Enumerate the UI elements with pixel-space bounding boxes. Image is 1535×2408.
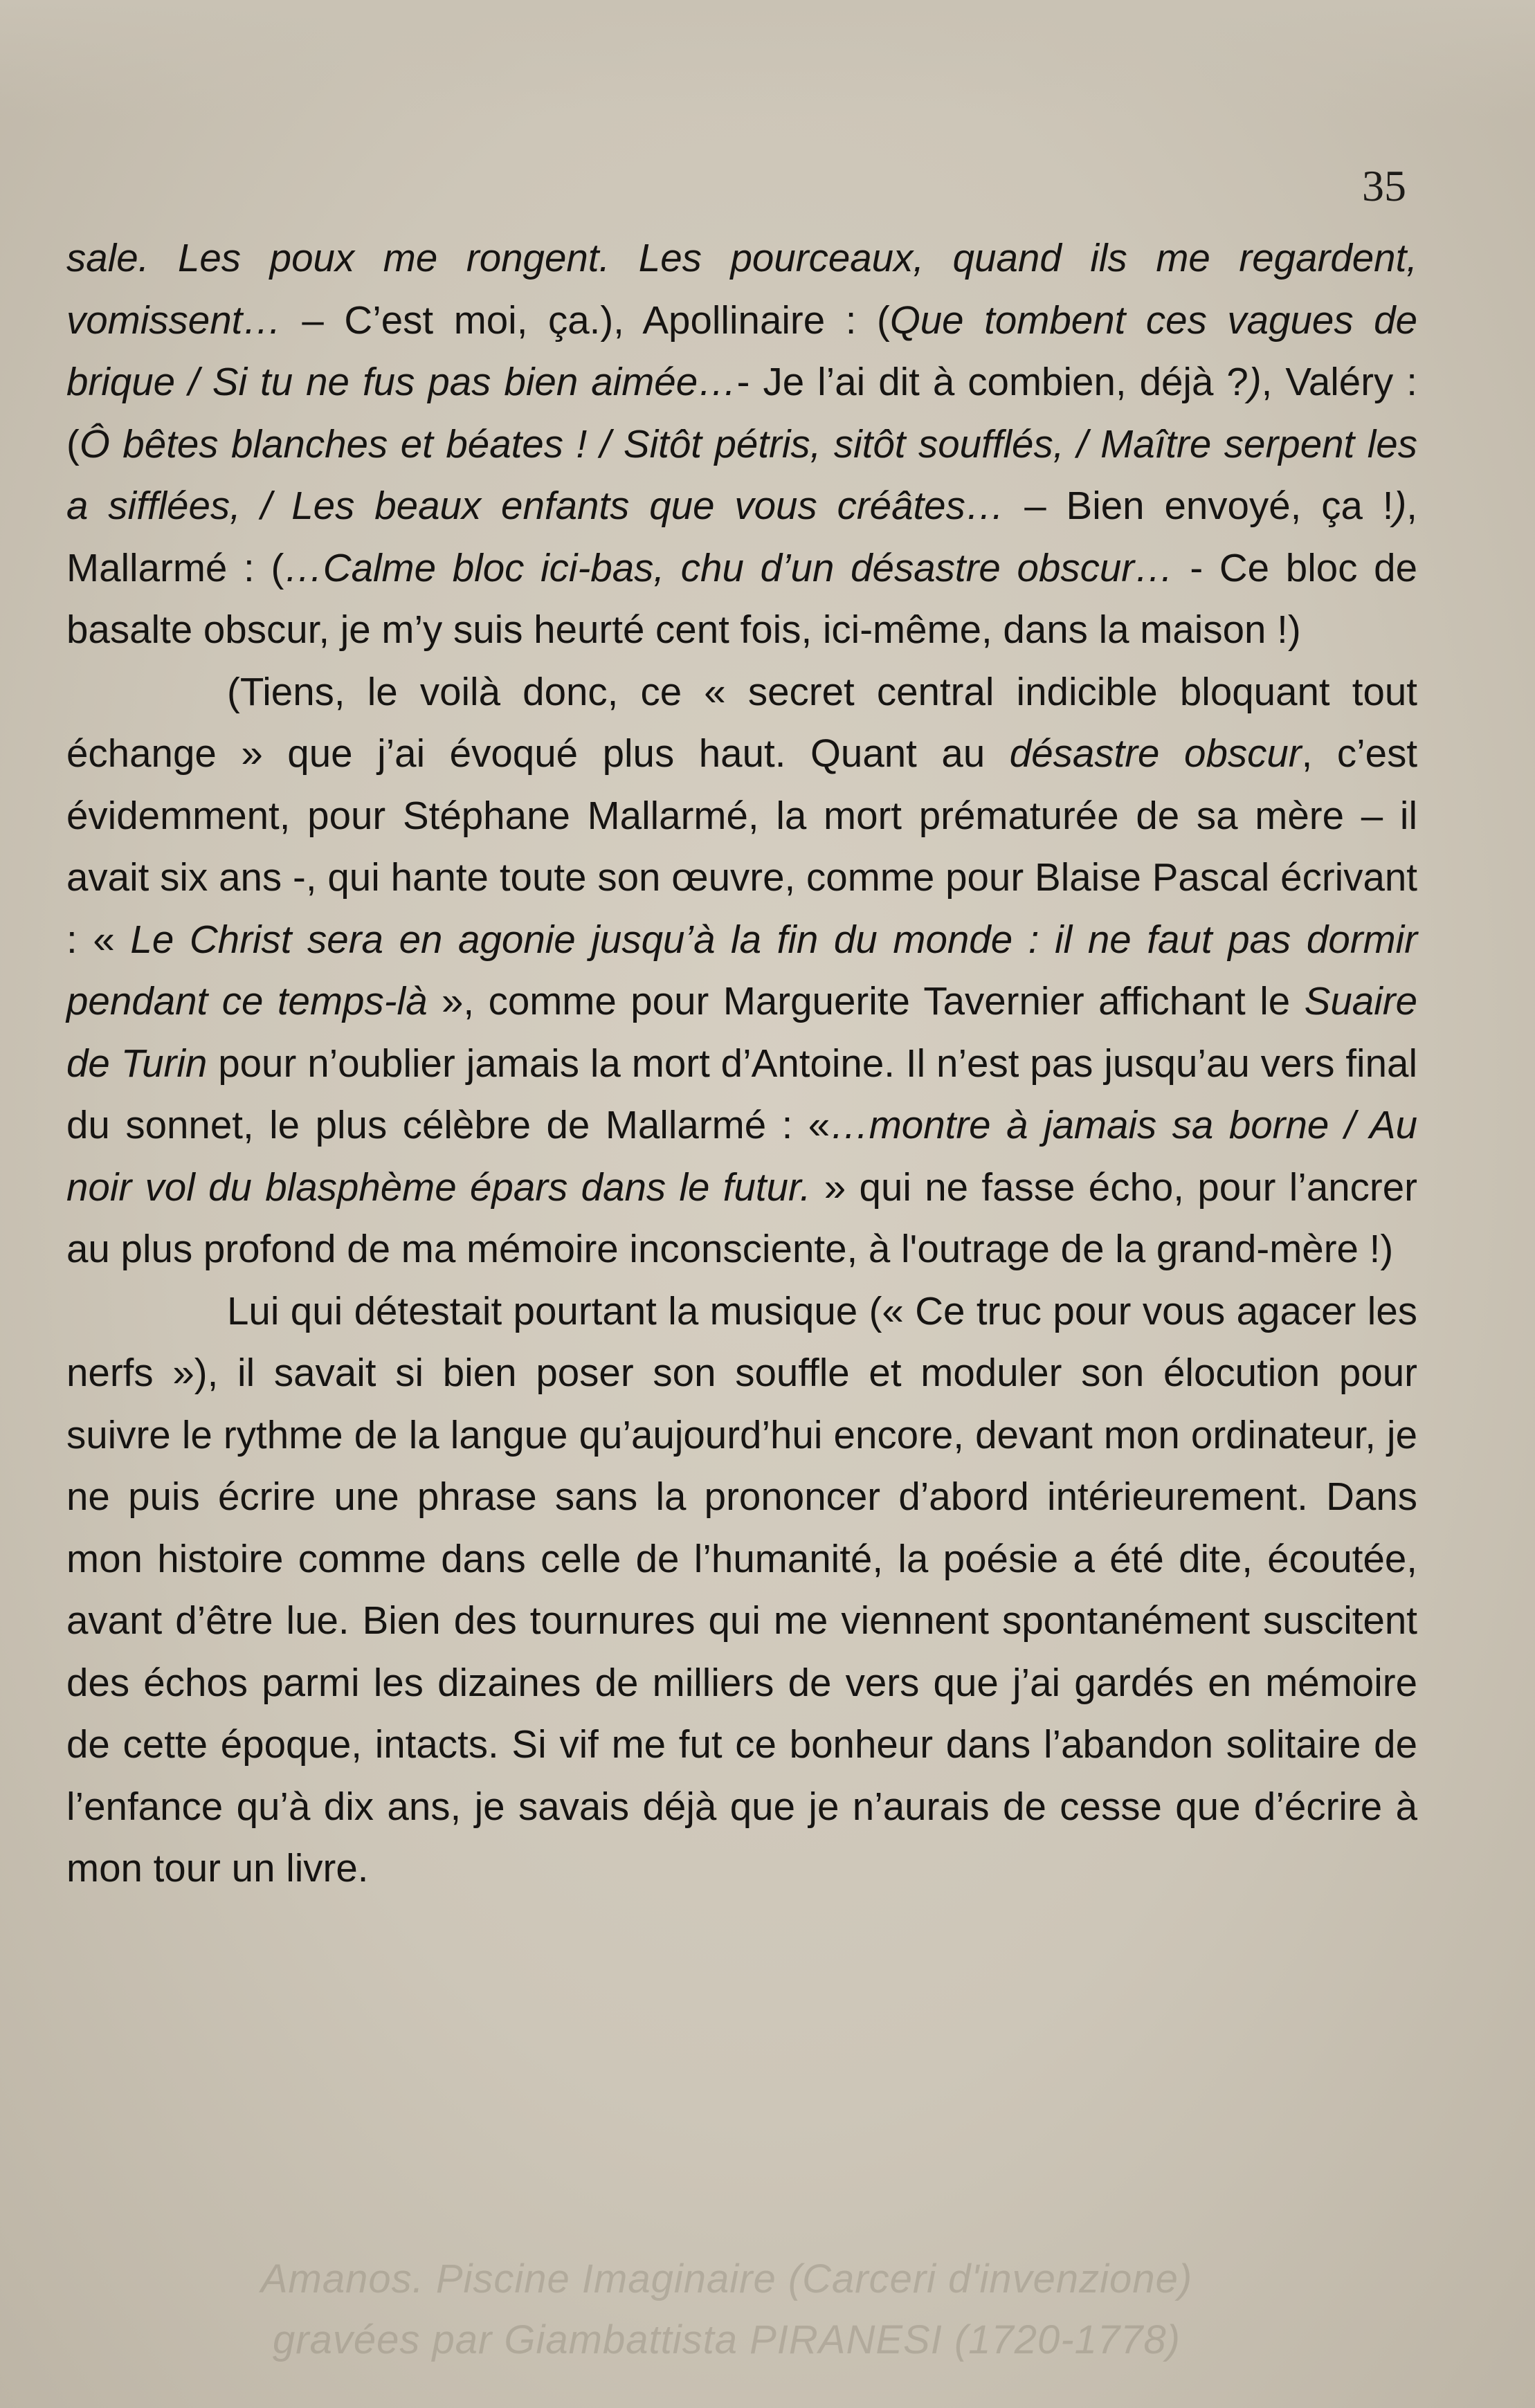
text-run: – Bien envoyé, ça ! — [1004, 484, 1394, 527]
text-run: , c’est évidemment, pour Stéphane Mallarmé, la mort prématurée de sa mère – il avait six ans -, qui hante toute son œuvre, comme pour Blaise Pascal écrivant : « — [66, 731, 1418, 961]
text-run: (Tiens, le voilà donc, ce « secret central indicible bloquant tout échange » que j’ai évoqué plus haut. Quant au — [66, 669, 1417, 775]
bleed-through-text — [208, 2249, 1246, 2371]
italic-quotation: sale. Les poux me rongent. Les pourceaux, quand ils me regardent, vomissent… — [66, 236, 1417, 342]
text-run: - Ce bloc de basalte obscur, je m’y suis heurté cent fois, ici-même, dans la maison !) — [66, 545, 1418, 651]
italic-quotation: Suaire de Turin — [66, 979, 1417, 1085]
paragraph — [66, 1280, 1417, 1899]
text-run: , Valéry : ( — [66, 360, 1417, 466]
page-number: 35 — [1362, 161, 1406, 210]
text-run: - Je l’ai dit à combien, déjà ? — [736, 360, 1248, 403]
body-text — [66, 227, 1417, 1899]
italic-quotation: désastre obscur — [1009, 731, 1302, 775]
italic-quotation: ) — [1393, 484, 1407, 527]
page-shadow — [0, 0, 1535, 118]
text-run: pour n’oublier jamais la mort d’Antoine. Il n’est pas jusqu’au vers final du sonnet, le plus célèbre de Mallarmé : « — [66, 1041, 1417, 1147]
paragraph — [66, 661, 1417, 1280]
text-run: Lui qui détestait pourtant la musique (« Ce truc pour vous agacer les nerfs »), il savait si bien poser son souffle et moduler son élocution pour suivre le rythme de la langue qu’aujourd’hui encore, devant mon ordinateur, je ne puis écrire une phrase sans la prononcer d’abord intérieurement. Dans mon histoire comme dans celle de l’humanité, la poésie a été dite, écoutée, avant d’être lue. Bien des tournures qui me viennent spontanément suscitent des échos parmi les dizaines de milliers de vers que j’ai gardés en mémoire de cette époque, intacts. Si vif me fut ce bonheur dans l’abandon solitaire de l’enfance qu’à dix ans, je savais déjà que je n’aurais de cesse que d’écrire à mon tour un livre. — [66, 1288, 1417, 1890]
italic-quotation: …montre à jamais sa borne / Au noir vol du blasphème épars dans le futur. — [66, 1103, 1417, 1209]
italic-quotation: Ô bêtes blanches et béates ! / Sitôt pétris, sitôt soufflés, / Maître serpent les a sifflées, / Les beaux enfants que vous créâtes… — [66, 421, 1417, 527]
italic-quotation: …Calme bloc ici-bas, chu d’un désastre obscur… — [284, 545, 1174, 590]
text-run: – C’est moi, ça.), Apollinaire : ( — [281, 298, 890, 342]
italic-quotation: ) — [1248, 360, 1262, 403]
bleed-through-line: gravées par Giambattista PIRANESI (1720-1778) — [273, 2317, 1181, 2362]
paragraph — [66, 227, 1417, 661]
italic-quotation: Le Christ sera en agonie jusqu’à la fin du monde : il ne faut pas dormir pendant ce temps-là — [66, 917, 1418, 1023]
bleed-through-line: Amanos. Piscine Imaginaire (Carceri d'invenzione) — [260, 2256, 1193, 2301]
text-run: », comme pour Marguerite Tavernier affichant le — [427, 979, 1305, 1023]
text-run: , Mallarmé : ( — [66, 484, 1417, 590]
italic-quotation: Que tombent ces vagues de brique / Si tu ne fus pas bien aimée… — [66, 298, 1417, 403]
text-run: » qui ne fasse écho, pour l’ancrer au plus profond de ma mémoire inconsciente, à l'outrage de la grand-mère !) — [66, 1165, 1417, 1270]
